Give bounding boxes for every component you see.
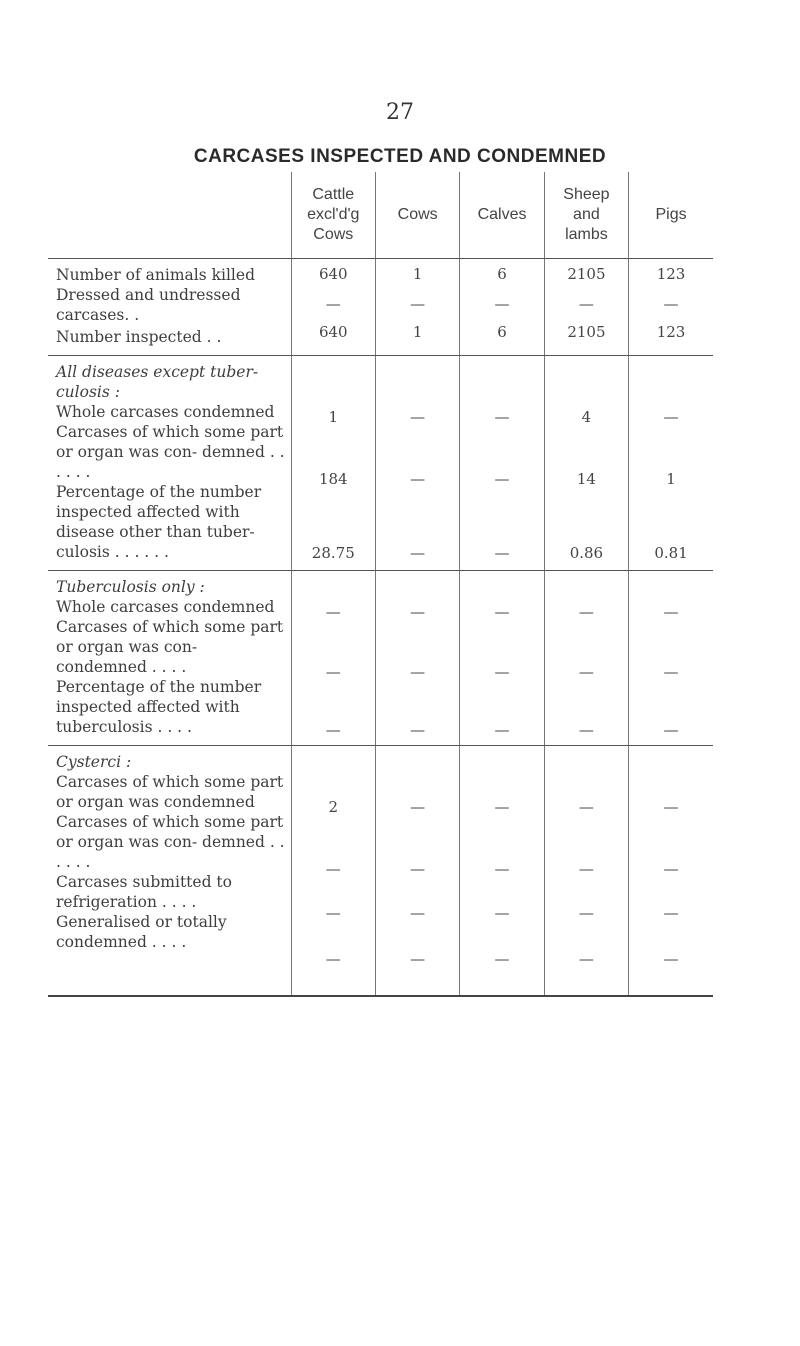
- carcases-table: [48, 172, 713, 997]
- cell-value: —: [663, 904, 679, 922]
- cell-value: 0.81: [654, 544, 688, 562]
- cell-value: 1: [412, 265, 423, 283]
- cell-value: —: [578, 904, 594, 922]
- cell-value: —: [494, 408, 510, 426]
- row-label: Percentage of the number inspected affected with disease other than tuber- culosis . . . . . .: [56, 483, 262, 561]
- column-header-line: Pigs: [655, 206, 687, 223]
- cell-value: —: [410, 798, 426, 816]
- row-label-cell: [48, 259, 291, 356]
- cell-value: —: [663, 408, 679, 426]
- cell-value: —: [663, 950, 679, 968]
- cell-value: 123: [656, 265, 686, 283]
- cell-value: —: [578, 603, 594, 621]
- cell-value: 1: [412, 323, 423, 341]
- section-heading: Cysterci :: [56, 753, 132, 771]
- cell-value: —: [494, 798, 510, 816]
- row-label: Carcases submitted to refrigeration . . . .: [56, 873, 232, 911]
- table-row: [48, 746, 713, 996]
- value-cell: [460, 356, 544, 571]
- table-row: [48, 259, 713, 356]
- cell-value: —: [663, 721, 679, 739]
- cell-value: —: [410, 295, 426, 313]
- cell-value: —: [663, 603, 679, 621]
- cell-value: —: [663, 860, 679, 878]
- row-label: Number inspected . .: [56, 328, 222, 346]
- table-row: [48, 571, 713, 746]
- cell-value: —: [410, 663, 426, 681]
- row-label: Carcases of which some part or organ was con- demned . . . . . .: [56, 813, 285, 871]
- section-tuberculosis: [48, 571, 713, 746]
- cell-value: —: [494, 663, 510, 681]
- cell-value: —: [494, 950, 510, 968]
- value-cell: [375, 259, 459, 356]
- row-label-cell: [48, 356, 291, 571]
- cell-value: 4: [581, 408, 592, 426]
- cell-value: —: [663, 798, 679, 816]
- column-header-line: Cattle: [312, 186, 355, 203]
- cell-value: —: [578, 295, 594, 313]
- row-label: Dressed and undressed carcases. .: [56, 286, 241, 324]
- cell-value: —: [410, 470, 426, 488]
- cell-value: 0.86: [569, 544, 604, 562]
- row-label-cell: [48, 746, 291, 996]
- column-header-line: Sheep: [563, 186, 610, 203]
- value-cell: [375, 356, 459, 571]
- cell-value: —: [578, 721, 594, 739]
- value-cell: [375, 746, 459, 996]
- value-cell: [460, 571, 544, 746]
- cell-value: —: [325, 663, 341, 681]
- cell-value: 2105: [567, 265, 606, 283]
- cell-value: —: [578, 950, 594, 968]
- column-header-cows: [375, 172, 459, 259]
- row-label: Carcases of which some part or organ was con- condemned . . . .: [56, 618, 284, 676]
- cell-value: —: [663, 295, 679, 313]
- cell-value: —: [325, 904, 341, 922]
- cell-value: —: [494, 544, 510, 562]
- cell-value: —: [494, 295, 510, 313]
- cell-value: —: [410, 950, 426, 968]
- row-label: Whole carcases condemned: [56, 403, 275, 421]
- cell-value: 28.75: [311, 544, 355, 562]
- value-cell: [375, 571, 459, 746]
- cell-value: 640: [318, 323, 348, 341]
- cell-value: 1: [328, 408, 339, 426]
- table-row: [48, 356, 713, 571]
- value-cell: [544, 571, 628, 746]
- cell-value: 14: [576, 470, 596, 488]
- value-cell: [291, 571, 375, 746]
- value-cell: [544, 746, 628, 996]
- cell-value: —: [325, 860, 341, 878]
- value-cell: [291, 356, 375, 571]
- header-blank: [48, 172, 291, 259]
- section-totals: [48, 259, 713, 356]
- cell-value: —: [410, 603, 426, 621]
- cell-value: —: [578, 663, 594, 681]
- cell-value: 1: [666, 470, 676, 488]
- section-heading: Tuberculosis only :: [56, 578, 205, 596]
- cell-value: —: [410, 408, 426, 426]
- page-title: CARCASES INSPECTED AND CONDEMNED: [193, 146, 607, 167]
- column-header-cattle: [291, 172, 375, 259]
- column-header-line: excl'd'g: [307, 206, 360, 223]
- value-cell: [629, 356, 713, 571]
- cell-value: —: [410, 544, 426, 562]
- cell-value: —: [494, 603, 510, 621]
- cell-value: 640: [318, 265, 348, 283]
- column-header-line: and: [573, 206, 600, 223]
- row-label: Whole carcases condemned: [56, 598, 275, 616]
- cell-value: 123: [656, 323, 686, 341]
- column-header-line: Cows: [397, 206, 438, 223]
- value-cell: [291, 259, 375, 356]
- section-all-diseases: [48, 356, 713, 571]
- cell-value: —: [494, 721, 510, 739]
- cell-value: 6: [497, 265, 507, 283]
- value-cell: [460, 746, 544, 996]
- table-header-row: [48, 172, 713, 259]
- cell-value: —: [663, 663, 679, 681]
- value-cell: [544, 356, 628, 571]
- column-header-line: Calves: [477, 206, 527, 223]
- column-header-sheep: [544, 172, 628, 259]
- cell-value: —: [325, 950, 341, 968]
- value-cell: [629, 746, 713, 996]
- cell-value: —: [494, 904, 510, 922]
- cell-value: —: [578, 860, 594, 878]
- column-header-line: lambs: [565, 226, 608, 243]
- page-number: 27: [386, 100, 414, 125]
- cell-value: —: [410, 721, 426, 739]
- cell-value: —: [578, 798, 594, 816]
- cell-value: —: [494, 860, 510, 878]
- row-label: Generalised or totally condemned . . . .: [56, 913, 227, 951]
- cell-value: 2: [328, 798, 339, 816]
- cell-value: 2105: [567, 323, 606, 341]
- cell-value: —: [410, 860, 426, 878]
- value-cell: [629, 259, 713, 356]
- cell-value: —: [325, 295, 341, 313]
- cell-value: 184: [318, 470, 348, 488]
- row-label-cell: [48, 571, 291, 746]
- section-heading: All diseases except tuber- culosis :: [56, 363, 259, 401]
- value-cell: [291, 746, 375, 996]
- value-cell: [629, 571, 713, 746]
- row-label: Percentage of the number inspected affected with tuberculosis . . . .: [56, 678, 262, 736]
- cell-value: —: [494, 470, 510, 488]
- column-header-pigs: [629, 172, 713, 259]
- cell-value: 6: [497, 323, 507, 341]
- row-label: Carcases of which some part or organ was con- demned . . . . . .: [56, 423, 285, 481]
- section-cysterci: [48, 746, 713, 996]
- row-label: Carcases of which some part or organ was condemned: [56, 773, 284, 811]
- cell-value: —: [325, 603, 341, 621]
- column-header-calves: [460, 172, 544, 259]
- cell-value: —: [410, 904, 426, 922]
- value-cell: [460, 259, 544, 356]
- column-header-line: Cows: [313, 226, 354, 243]
- row-label: Number of animals killed: [56, 266, 255, 284]
- value-cell: [544, 259, 628, 356]
- cell-value: —: [325, 721, 341, 739]
